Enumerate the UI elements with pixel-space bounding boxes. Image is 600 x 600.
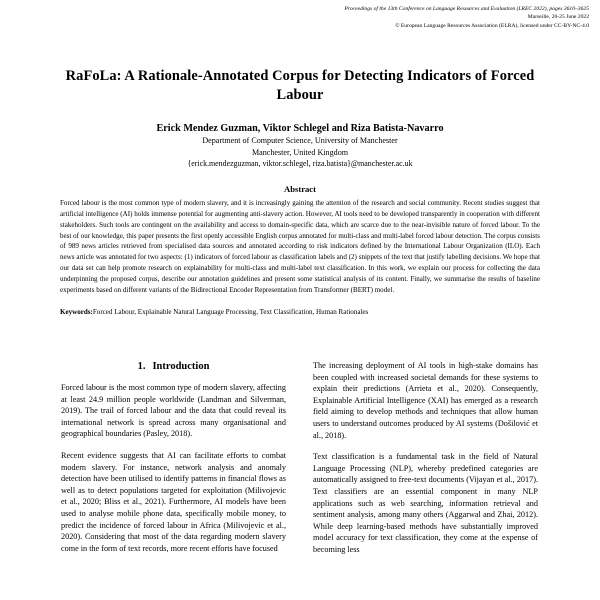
- abstract-heading: Abstract: [284, 184, 316, 195]
- proceedings-copyright-line: © European Language Resources Association (ELRA), licensed under CC-BY-NC-4.0: [395, 22, 589, 29]
- keywords-value: Forced Labour, Explainable Natural Language Processing, Text Classification, Human Rationales: [92, 307, 369, 316]
- author-affiliation: Department of Computer Science, University of Manchester: [202, 136, 398, 146]
- proceedings-citation-line: Proceedings of the 13th Conference on Language Resources and Evaluation (LREC 2022), pages 3610–3625: [344, 6, 589, 12]
- proceedings-header: [0, 0, 600, 30]
- left-column: [61, 360, 286, 566]
- author-block: [0, 122, 600, 169]
- paragraph: The increasing deployment of AI tools in high-stake domains has been coupled with increased societal demands for these systems to explain their predictions (Arrieta et al., 2020). Consequently, Explainable Artificial Intelligence (XAI) has emerged as a research field aiming to develop methods and techniques that allow human users to understand outcomes produced by AI systems (Došilović et al., 2018).: [313, 361, 538, 440]
- paragraph: Recent evidence suggests that AI can facilitate efforts to combat modern slavery. For instance, network analysis and anomaly detection have been utilised to identify patterns in financial flows as well as to detect populations targeted for exploitation (Milivojevic et al., 2020; Bliss et al., 2021). Furthermore, AI models have been used to analyse mobile phone data, specifically mobile money, to predict the incidence of forced labour in Africa (Milivojevic et al., 2020). Considering that most of the data regarding modern slavery come in the form of text records, more recent efforts have focused: [61, 450, 286, 553]
- abstract-text: Forced labour is the most common type of modern slavery, and it is increasingly gaining the attention of the research and social community. Recent studies suggest that artificial intelligence (AI) holds immense potential for augmenting anti-slavery action. However, AI tools need to be developed transparently in cooperation with different stakeholders. Such tools are contingent on the availability and access to domain-specific data, which are scarce due to the near-invisible nature of forced labour. To the best of our knowledge, this paper presents the first openly accessible English corpus annotated for multi-class and multi-label forced labour detection. The corpus consists of 989 news articles retrieved from specialised data sources and annotated according to risk indicators defined by the International Labour Organization (ILO). Each news article was annotated for two aspects: (1) indicators of forced labour as classification labels and (2) snippets of the text that justify labelling decisions. We hope that our data set can help promote research on explainability for multi-class and multi-label text classification. In this work, we explain our process for collecting the data underpinning the proposed corpus, describe our annotation guidelines and present some statistical analysis of its content. Finally, we summarise the results of baseline experiments based on different variants of the Bidirectional Encoder Representation from Transformer (BERT) model.: [60, 199, 540, 294]
- page-title: RaFoLa: A Rationale-Annotated Corpus for Detecting Indicators of Forced Labour: [65, 68, 535, 104]
- section-title: Introduction: [152, 361, 210, 372]
- paragraph: Forced labour is the most common type of modern slavery, affecting at least 24.9 million people worldwide (Landman and Silverman, 2019). The trail of forced labour and the data that could reveal its international network is spread across many organisational and geographical boundaries (Pasley, 2018).: [61, 383, 286, 439]
- section-number: 1.: [137, 361, 146, 372]
- proceedings-venue-line: Marseille, 20-25 June 2022: [527, 14, 589, 21]
- abstract-section: [60, 183, 540, 296]
- keywords-label: Keywords:: [60, 307, 93, 316]
- paragraph: Text classification is a fundamental task in the field of Natural Language Processing (NLP), whereby predefined categories are automatically assigned to free-text documents (Vijayan et al., 2017). Text classifiers are an essential component in many NLP applications such as web searching, information retrieval and sentiment analysis, among many others (Aggarwal and Zhai, 2012). While deep learning-based methods have substantially improved model accuracy for text classification, they come at the expense of becoming less: [313, 452, 538, 554]
- right-column: [313, 360, 538, 566]
- keywords-line: [60, 307, 540, 318]
- body-columns: [0, 360, 600, 566]
- author-emails: {erick.mendezguzman, viktor.schlegel, riza.batista}@manchester.ac.uk: [187, 158, 413, 168]
- author-location: Manchester, United Kingdom: [251, 147, 349, 157]
- section-heading-introduction: [61, 360, 286, 374]
- author-names: Erick Mendez Guzman, Viktor Schlegel and Riza Batista-Navarro: [156, 123, 444, 135]
